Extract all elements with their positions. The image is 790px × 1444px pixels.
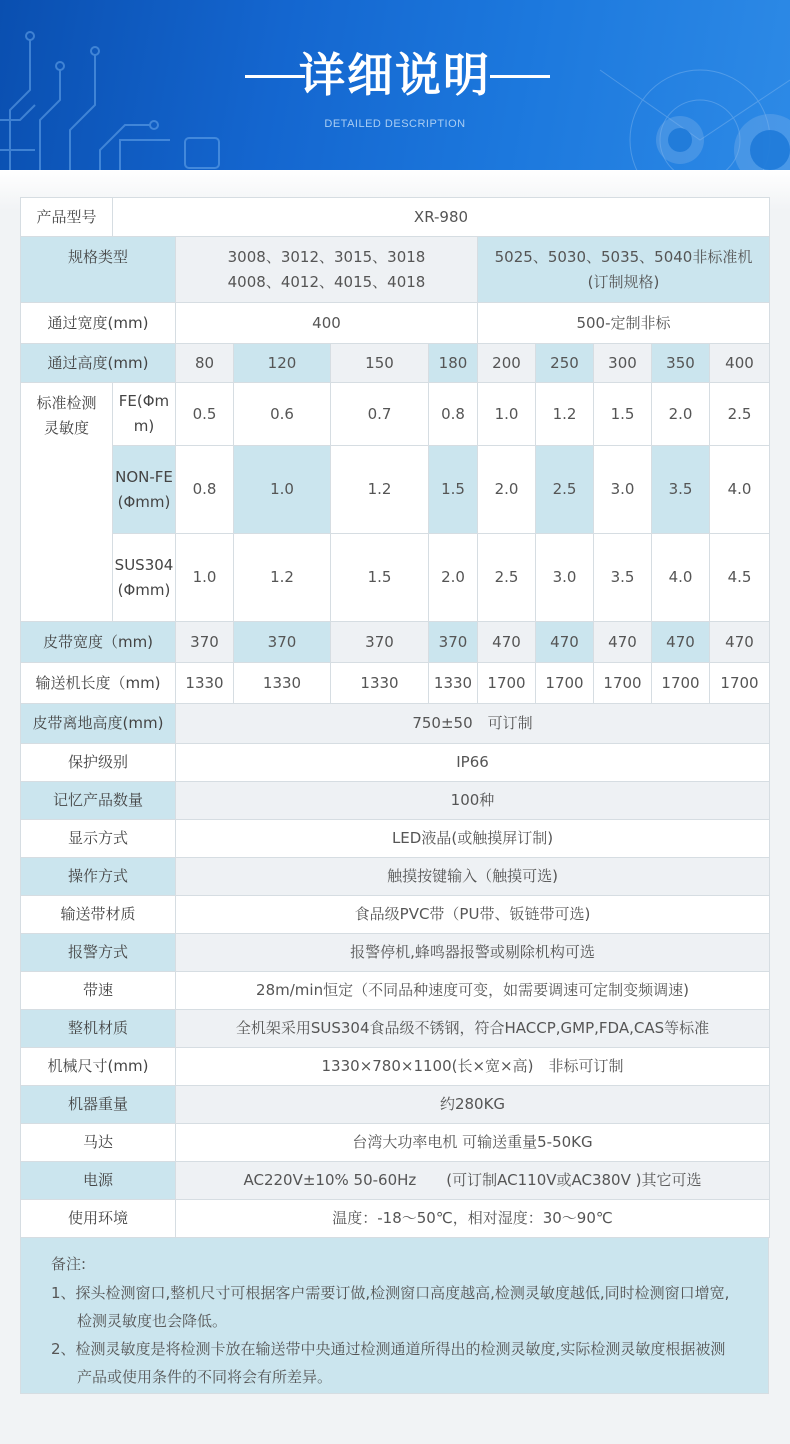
spec-label: 整机材质 bbox=[21, 1010, 176, 1048]
spec-type-label: 规格类型 bbox=[21, 237, 176, 303]
sensitivity-cell: 1.0 bbox=[176, 534, 234, 622]
note-item: 1、探头检测窗口,整机尺寸可根据客户需要订做,检测窗口高度越高,检测灵敏度越低,同时检测窗口增宽,检测灵敏度也会降低。 bbox=[51, 1284, 730, 1330]
pass-width-standard: 400 bbox=[176, 303, 478, 344]
pass-height-cell: 150 bbox=[331, 344, 429, 383]
sensitivity-cell: 1.2 bbox=[234, 534, 331, 622]
sensitivity-cell: 2.5 bbox=[536, 446, 594, 534]
belt-width-cell: 470 bbox=[652, 622, 710, 663]
pass-width-label: 通过宽度(mm) bbox=[21, 303, 176, 344]
row-conveyor-length bbox=[21, 663, 770, 704]
conveyor-length-cell: 1330 bbox=[429, 663, 478, 704]
belt-width-cell: 370 bbox=[429, 622, 478, 663]
row-pass-height bbox=[21, 344, 770, 383]
sensitivity-label bbox=[21, 383, 113, 622]
belt-width-cell: 370 bbox=[331, 622, 429, 663]
spec-value: 约280KG bbox=[176, 1086, 770, 1124]
sensitivity-sus304-label: SUS304(Φmm) bbox=[113, 534, 176, 622]
pass-height-cell: 300 bbox=[594, 344, 652, 383]
spec-row bbox=[21, 1162, 770, 1200]
sensitivity-label-line2: 灵敏度 bbox=[43, 419, 89, 437]
sensitivity-cell: 1.2 bbox=[331, 446, 429, 534]
spec-label: 报警方式 bbox=[21, 934, 176, 972]
spec-table bbox=[20, 197, 770, 1238]
conveyor-length-cell: 1700 bbox=[478, 663, 536, 704]
spec-label: 显示方式 bbox=[21, 820, 176, 858]
row-belt-width bbox=[21, 622, 770, 663]
notes-title: 备注: bbox=[51, 1255, 87, 1273]
spec-value: 温度：-18～50℃，相对湿度：30～90℃ bbox=[176, 1200, 770, 1238]
spec-row bbox=[21, 1086, 770, 1124]
pass-height-cell: 250 bbox=[536, 344, 594, 383]
conveyor-length-cell: 1330 bbox=[234, 663, 331, 704]
spec-row bbox=[21, 858, 770, 896]
sensitivity-cell: 4.5 bbox=[710, 534, 770, 622]
conveyor-length-cell: 1700 bbox=[594, 663, 652, 704]
sensitivity-cell: 3.0 bbox=[594, 446, 652, 534]
spec-type-custom bbox=[478, 237, 770, 303]
spec-value: 全机架采用SUS304食品级不锈钢，符合HACCP,GMP,FDA,CAS等标准 bbox=[176, 1010, 770, 1048]
page-subtitle: DETAILED DESCRIPTION bbox=[324, 118, 466, 130]
spec-label: 保护级别 bbox=[21, 744, 176, 782]
spec-label: 带速 bbox=[21, 972, 176, 1010]
row-sensitivity-fe bbox=[21, 383, 770, 446]
sensitivity-cell: 0.8 bbox=[429, 383, 478, 446]
spec-value: AC220V±10% 50-60Hz (可订制AC110V或AC380V )其它可选 bbox=[176, 1162, 770, 1200]
sensitivity-cell: 3.5 bbox=[594, 534, 652, 622]
belt-width-label: 皮带宽度（mm) bbox=[21, 622, 176, 663]
sensitivity-label-line1: 标准检测 bbox=[36, 394, 97, 412]
belt-width-cell: 370 bbox=[176, 622, 234, 663]
sensitivity-cell: 1.5 bbox=[331, 534, 429, 622]
spec-label: 电源 bbox=[21, 1162, 176, 1200]
sensitivity-cell: 1.5 bbox=[594, 383, 652, 446]
conveyor-length-cell: 1700 bbox=[652, 663, 710, 704]
spec-value: IP66 bbox=[176, 744, 770, 782]
spec-label: 使用环境 bbox=[21, 1200, 176, 1238]
notes-box bbox=[20, 1237, 769, 1394]
spec-value: 1330×780×1100(长×宽×高) 非标可订制 bbox=[176, 1048, 770, 1086]
note-item: 2、检测灵敏度是将检测卡放在输送带中央通过检测通道所得出的检测灵敏度,实际检测灵敏度根据被测产品或使用条件的不同将会有所差异。 bbox=[51, 1340, 726, 1386]
spec-label: 机器重量 bbox=[21, 1086, 176, 1124]
spec-row bbox=[21, 1200, 770, 1238]
spec-type-standard-line2: 4008、4012、4015、4018 bbox=[227, 272, 426, 291]
spec-value: LED液晶(或触摸屏订制) bbox=[176, 820, 770, 858]
sensitivity-cell: 0.6 bbox=[234, 383, 331, 446]
sensitivity-cell: 1.5 bbox=[429, 446, 478, 534]
pass-width-custom: 500-定制非标 bbox=[478, 303, 770, 344]
sensitivity-cell: 0.8 bbox=[176, 446, 234, 534]
belt-width-cell: 470 bbox=[710, 622, 770, 663]
pass-height-cell: 180 bbox=[429, 344, 478, 383]
spec-type-custom-line2: (订制规格) bbox=[587, 272, 660, 291]
belt-width-cell: 470 bbox=[594, 622, 652, 663]
spec-label: 机械尺寸(mm) bbox=[21, 1048, 176, 1086]
spec-value: 报警停机,蜂鸣器报警或剔除机构可选 bbox=[176, 934, 770, 972]
sensitivity-cell: 2.0 bbox=[429, 534, 478, 622]
sensitivity-cell: 0.5 bbox=[176, 383, 234, 446]
header-banner bbox=[0, 0, 790, 170]
sensitivity-fe-label: FE(Φmm) bbox=[113, 383, 176, 446]
spec-row bbox=[21, 744, 770, 782]
sensitivity-cell: 2.5 bbox=[478, 534, 536, 622]
spec-row bbox=[21, 782, 770, 820]
spec-type-custom-line1: 5025、5030、5035、5040非标准机 bbox=[494, 247, 753, 266]
spec-value: 750±50 可订制 bbox=[176, 704, 770, 744]
sensitivity-cell: 2.0 bbox=[652, 383, 710, 446]
pass-height-cell: 400 bbox=[710, 344, 770, 383]
sensitivity-cell: 2.0 bbox=[478, 446, 536, 534]
conveyor-length-label: 输送机长度（mm) bbox=[21, 663, 176, 704]
pass-height-label: 通过高度(mm) bbox=[21, 344, 176, 383]
spec-row bbox=[21, 934, 770, 972]
spec-value: 28m/min恒定（不同品种速度可变，如需要调速可定制变频调速) bbox=[176, 972, 770, 1010]
sensitivity-cell: 3.0 bbox=[536, 534, 594, 622]
spec-row bbox=[21, 1048, 770, 1086]
conveyor-length-cell: 1700 bbox=[710, 663, 770, 704]
model-label: 产品型号 bbox=[21, 198, 113, 237]
row-spec-type bbox=[21, 237, 770, 303]
sensitivity-cell: 4.0 bbox=[652, 534, 710, 622]
pass-height-cell: 350 bbox=[652, 344, 710, 383]
spec-row bbox=[21, 820, 770, 858]
row-model bbox=[21, 198, 770, 237]
spec-value: 100种 bbox=[176, 782, 770, 820]
sensitivity-cell: 1.0 bbox=[478, 383, 536, 446]
belt-width-cell: 470 bbox=[478, 622, 536, 663]
spec-label: 记忆产品数量 bbox=[21, 782, 176, 820]
spec-row bbox=[21, 1010, 770, 1048]
spec-label: 输送带材质 bbox=[21, 896, 176, 934]
spec-row bbox=[21, 972, 770, 1010]
spec-label: 马达 bbox=[21, 1124, 176, 1162]
spec-label: 皮带离地高度(mm) bbox=[21, 704, 176, 744]
conveyor-length-cell: 1330 bbox=[176, 663, 234, 704]
page-title: 详细说明 bbox=[299, 48, 491, 102]
sensitivity-cell: 1.0 bbox=[234, 446, 331, 534]
sensitivity-cell: 4.0 bbox=[710, 446, 770, 534]
sensitivity-cell: 2.5 bbox=[710, 383, 770, 446]
spec-type-standard bbox=[176, 237, 478, 303]
sensitivity-nonfe-label: NON-FE(Φmm) bbox=[113, 446, 176, 534]
spec-row bbox=[21, 896, 770, 934]
conveyor-length-cell: 1700 bbox=[536, 663, 594, 704]
sensitivity-cell: 3.5 bbox=[652, 446, 710, 534]
spec-row bbox=[21, 704, 770, 744]
spec-value: 触摸按键输入（触摸可选) bbox=[176, 858, 770, 896]
pass-height-cell: 80 bbox=[176, 344, 234, 383]
spec-row bbox=[21, 1124, 770, 1162]
row-sensitivity-sus304 bbox=[21, 534, 770, 622]
row-sensitivity-nonfe bbox=[21, 446, 770, 534]
sensitivity-cell: 1.2 bbox=[536, 383, 594, 446]
spec-value: 食品级PVC带（PU带、钣链带可选) bbox=[176, 896, 770, 934]
spec-label: 操作方式 bbox=[21, 858, 176, 896]
spec-type-standard-line1: 3008、3012、3015、3018 bbox=[227, 247, 426, 266]
spec-value: 台湾大功率电机 可输送重量5-50KG bbox=[176, 1124, 770, 1162]
row-pass-width bbox=[21, 303, 770, 344]
pass-height-cell: 200 bbox=[478, 344, 536, 383]
belt-width-cell: 470 bbox=[536, 622, 594, 663]
belt-width-cell: 370 bbox=[234, 622, 331, 663]
sensitivity-cell: 0.7 bbox=[331, 383, 429, 446]
model-value: XR-980 bbox=[113, 198, 770, 237]
conveyor-length-cell: 1330 bbox=[331, 663, 429, 704]
pass-height-cell: 120 bbox=[234, 344, 331, 383]
